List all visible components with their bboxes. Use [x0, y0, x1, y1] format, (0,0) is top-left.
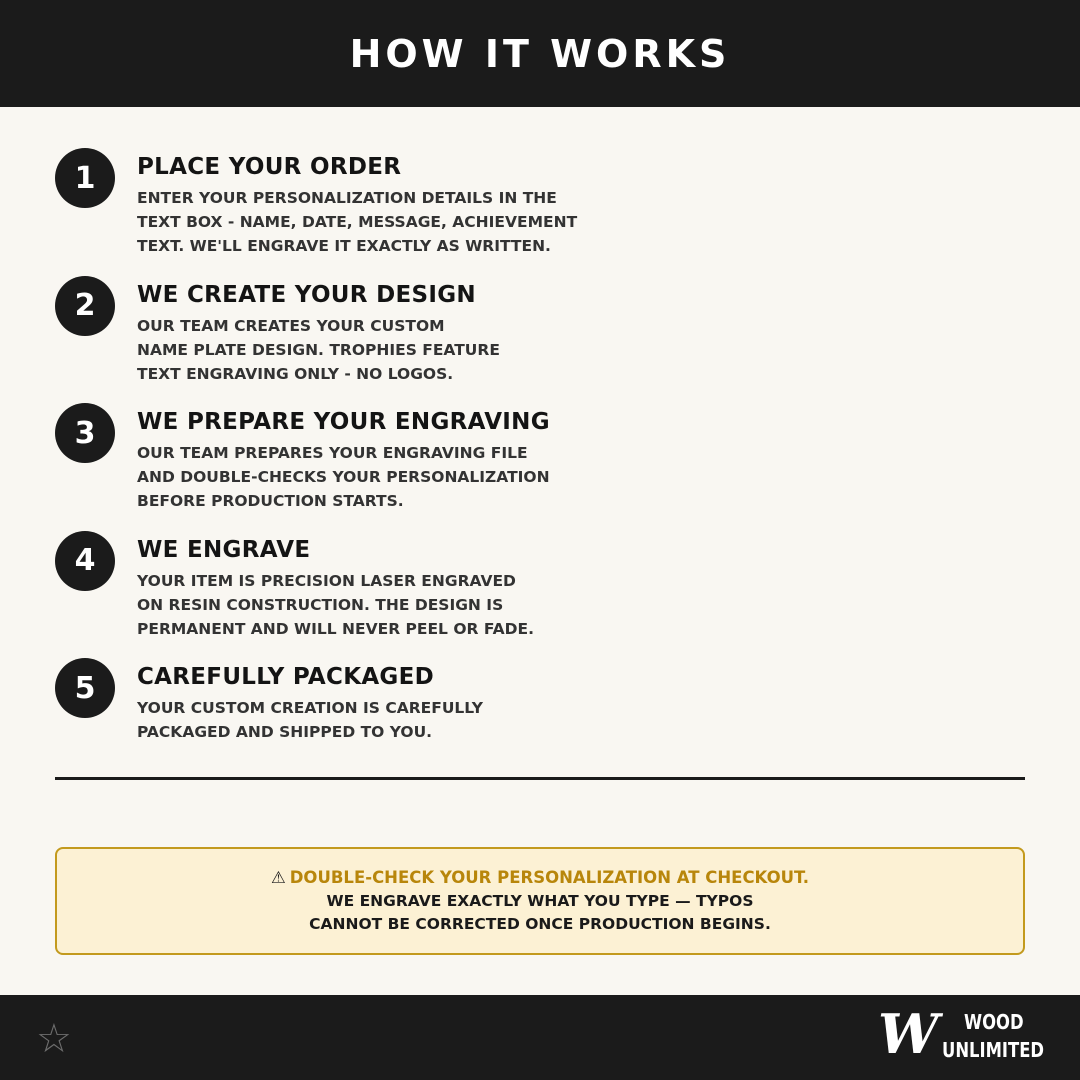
step-content — [137, 662, 483, 786]
step-title: WE ENGRAVE — [137, 536, 311, 563]
step-content — [137, 535, 534, 659]
notice-body: WE ENGRAVE EXACTLY WHAT YOU TYPE — TYPOS CANNOT BE CORRECTED ONCE PRODUCTION BEGINS. — [309, 892, 771, 933]
step-number-badge: 5 — [55, 658, 115, 718]
notice-headline-row — [271, 866, 809, 890]
step-description: OUR TEAM PREPARES YOUR ENGRAVING FILE AND DOUBLE-CHECKS YOUR PERSONALIZATION BEFORE PRODUCTION STARTS. — [137, 444, 550, 510]
checkout-warning-notice — [55, 847, 1025, 955]
logo-text-wood: WOOD — [964, 1010, 1024, 1034]
step-item — [55, 276, 755, 404]
brand-logo — [876, 1002, 1052, 1067]
step-number-badge: 3 — [55, 403, 115, 463]
section-divider — [55, 777, 1025, 780]
step-title: PLACE YOUR ORDER — [137, 154, 402, 180]
logo-mark: W — [878, 1002, 939, 1066]
step-item — [55, 403, 755, 531]
notice-headline: DOUBLE-CHECK YOUR PERSONALIZATION AT CHECKOUT. — [289, 868, 810, 887]
step-title: CAREFULLY PACKAGED — [137, 664, 435, 690]
step-content — [137, 280, 500, 404]
star-outline-icon: ☆ — [36, 1016, 72, 1062]
step-content — [137, 407, 550, 531]
page-title: HOW IT WORKS — [349, 31, 731, 76]
step-description: ENTER YOUR PERSONALIZATION DETAILS IN THE TEXT BOX - NAME, DATE, MESSAGE, ACHIEVEMENT TEXT. WE'LL ENGRAVE IT EXACTLY AS WRITTEN. — [137, 189, 578, 255]
step-item — [55, 148, 755, 276]
step-description: YOUR ITEM IS PRECISION LASER ENGRAVED ON RESIN CONSTRUCTION. THE DESIGN IS PERMANENT AND WILL NEVER PEEL OR FADE. — [137, 571, 534, 638]
logo-text-unlimited: UNLIMITED — [942, 1038, 1045, 1062]
header-bar — [0, 0, 1080, 107]
step-title: WE PREPARE YOUR ENGRAVING — [137, 409, 550, 435]
step-number-badge: 4 — [55, 531, 115, 591]
warning-icon: ⚠ — [270, 868, 286, 887]
step-title: WE CREATE YOUR DESIGN — [137, 281, 476, 308]
footer-bar — [0, 995, 1080, 1080]
step-item — [55, 658, 755, 786]
step-content — [137, 152, 577, 276]
step-number-badge: 2 — [55, 276, 115, 336]
steps-list — [55, 148, 755, 786]
step-description: OUR TEAM CREATES YOUR CUSTOM NAME PLATE DESIGN. TROPHIES FEATURE TEXT ENGRAVING ONLY - NO LOGOS. — [137, 316, 500, 383]
step-number-badge: 1 — [55, 148, 115, 208]
step-description: YOUR CUSTOM CREATION IS CAREFULLY PACKAGED AND SHIPPED TO YOU. — [137, 699, 483, 741]
step-item — [55, 531, 755, 659]
